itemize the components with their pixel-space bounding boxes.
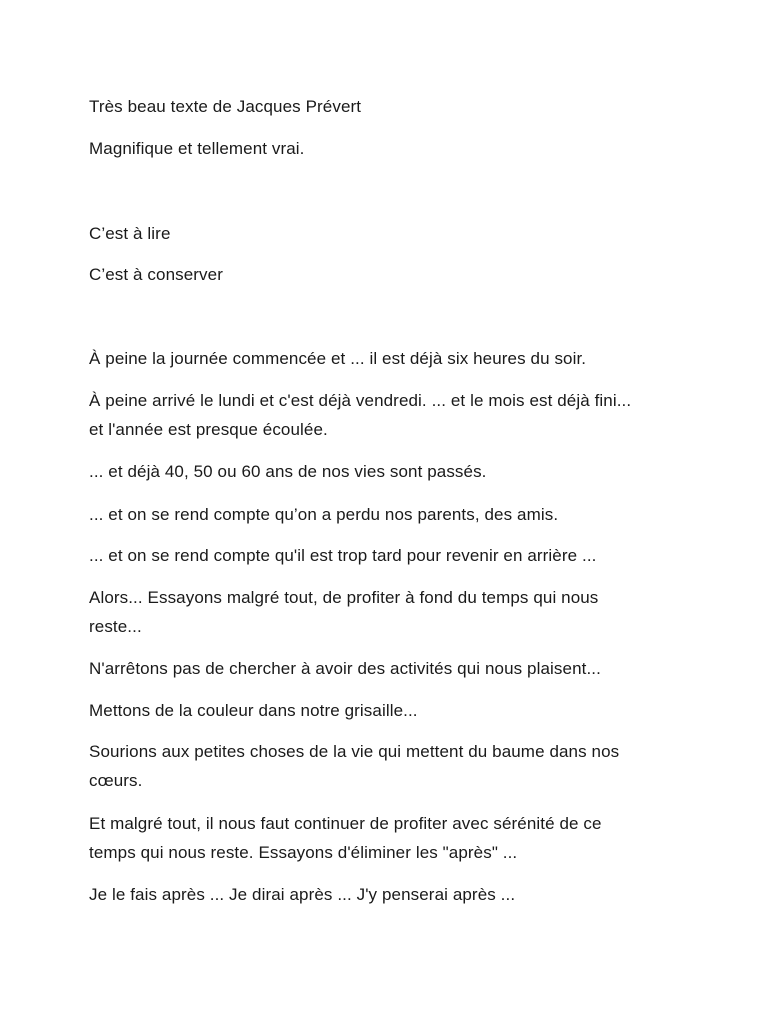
paragraph — [89, 219, 709, 248]
text-line: N'arrêtons pas de chercher à avoir des activités qui nous plaisent... — [89, 659, 601, 678]
paragraph — [89, 737, 709, 795]
text-line: cœurs. — [89, 771, 143, 790]
text-line: reste... — [89, 617, 142, 636]
paragraph — [89, 500, 709, 529]
paragraph — [89, 583, 709, 641]
text-line: Magnifique et tellement vrai. — [89, 139, 305, 158]
text-line: ... et déjà 40, 50 ou 60 ans de nos vies sont passés. — [89, 462, 487, 481]
text-line: À peine la journée commencée et ... il est déjà six heures du soir. — [89, 349, 587, 368]
paragraph — [89, 696, 709, 725]
paragraph — [89, 260, 709, 289]
paragraph — [89, 809, 709, 867]
paragraph — [89, 880, 709, 909]
paragraph — [89, 344, 709, 373]
text-line: temps qui nous reste. Essayons d'éliminer les "après" ... — [89, 843, 518, 862]
text-line: ... et on se rend compte qu’on a perdu nos parents, des amis. — [89, 505, 559, 524]
document-title — [89, 92, 709, 121]
text-line: ... et on se rend compte qu'il est trop tard pour revenir en arrière ... — [89, 546, 597, 565]
paragraph — [89, 457, 709, 486]
text-line: et l'année est presque écoulée. — [89, 420, 328, 439]
text-line: Je le fais après ... Je dirai après ... J'y penserai après ... — [89, 885, 516, 904]
paragraph — [89, 541, 709, 570]
text-line: C’est à conserver — [89, 265, 223, 284]
text-line: Mettons de la couleur dans notre grisaille... — [89, 701, 418, 720]
text-line: C’est à lire — [89, 224, 171, 243]
text-line: Et malgré tout, il nous faut continuer de profiter avec sérénité de ce — [89, 814, 602, 833]
text-line: Sourions aux petites choses de la vie qui mettent du baume dans nos — [89, 742, 620, 761]
paragraph — [89, 386, 709, 444]
text-line: Très beau texte de Jacques Prévert — [89, 97, 362, 116]
text-line: Alors... Essayons malgré tout, de profiter à fond du temps qui nous — [89, 588, 599, 607]
text-line: À peine arrivé le lundi et c'est déjà vendredi. ... et le mois est déjà fini... — [89, 391, 632, 410]
paragraph — [89, 654, 709, 683]
paragraph — [89, 134, 709, 163]
